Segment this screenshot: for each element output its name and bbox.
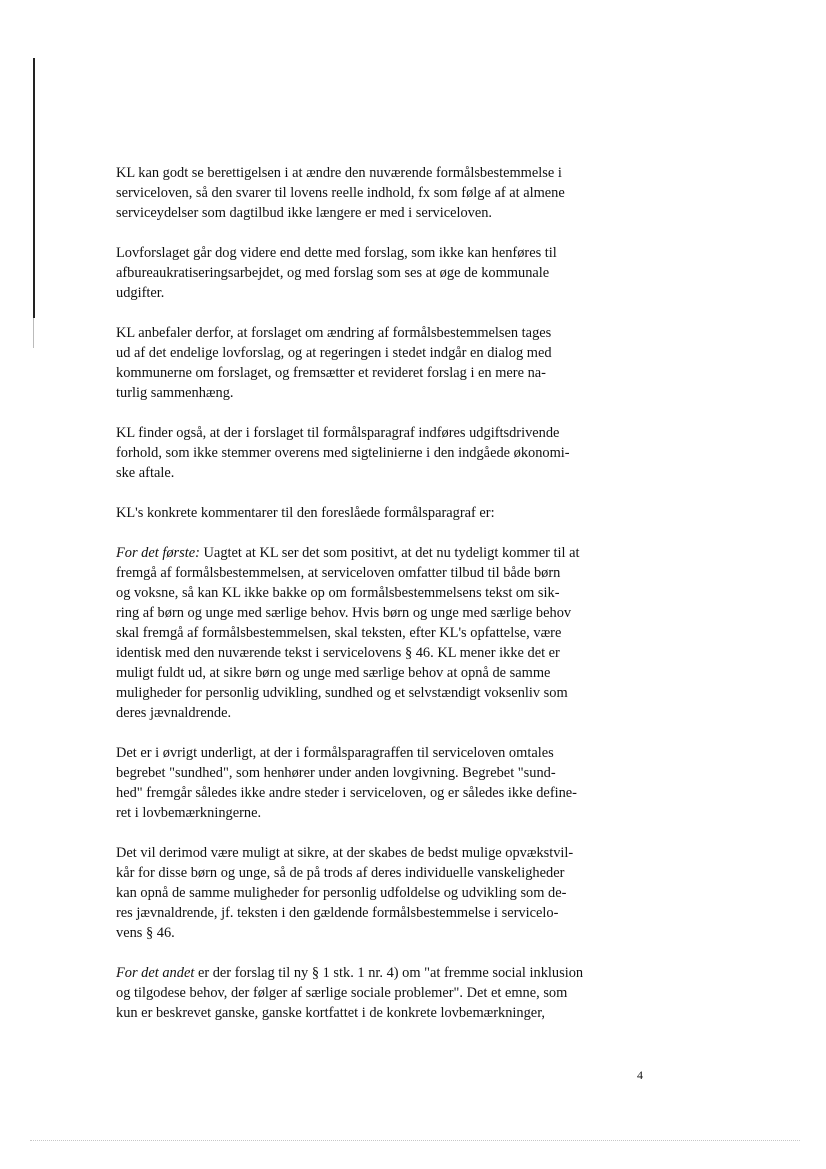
text-line: kommunerne om forslaget, og fremsætter et revideret forslag i en mere na-	[116, 365, 546, 381]
text-line: KL kan godt se berettigelsen i at ændre den nuværende formålsbestemmelse i	[116, 165, 562, 181]
text-run: Uagtet at KL ser det som positivt, at det nu tydeligt kommer til at	[199, 545, 580, 561]
paragraph-lead: For det andet	[116, 965, 195, 981]
text-line: deres jævnaldrende.	[116, 705, 232, 721]
text-line: kun er beskrevet ganske, ganske kortfattet i de konkrete lovbemærkninger,	[116, 1005, 546, 1021]
page-number: 4	[637, 1068, 643, 1082]
paragraph-4	[116, 423, 606, 483]
text-line: Det er i øvrigt underligt, at der i formålsparagraffen til serviceloven omtales	[116, 745, 554, 761]
paragraph-3	[116, 323, 606, 403]
text-line: hed" fremgår således ikke andre steder i serviceloven, og er således ikke define-	[116, 785, 577, 801]
text-line: muligheder for personlig udvikling, sundhed og et selvstændigt voksenliv som	[116, 685, 568, 701]
text-line: ret i lovbemærkningerne.	[116, 805, 262, 821]
text-run: er der forslag til ny § 1 stk. 1 nr. 4) om "at fremme social inklusion	[194, 965, 584, 981]
paragraph-6	[116, 543, 606, 723]
text-line: identisk med den nuværende tekst i servicelovens § 46. KL mener ikke det er	[116, 645, 560, 661]
paragraph-7	[116, 743, 606, 823]
text-line: Det vil derimod være muligt at sikre, at der skabes de bedst mulige opvækstvil-	[116, 845, 574, 861]
paragraph-8	[116, 843, 606, 943]
text-line: forhold, som ikke stemmer overens med sigtelinierne i den indgåede økonomi-	[116, 445, 570, 461]
text-line: fremgå af formålsbestemmelsen, at serviceloven omfatter tilbud til både børn	[116, 565, 561, 581]
text-line: og tilgodese behov, der følger af særlige sociale problemer". Det et emne, som	[116, 985, 568, 1001]
text-line: KL anbefaler derfor, at forslaget om ændring af formålsbestemmelsen tages	[116, 325, 552, 341]
text-line: begrebet "sundhed", som henhører under anden lovgivning. Begrebet "sund-	[116, 765, 556, 781]
text-line: serviceydelser som dagtilbud ikke længere er med i serviceloven.	[116, 205, 493, 221]
text-line	[116, 963, 606, 983]
text-line: ud af det endelige lovforslag, og at regeringen i stedet indgår en dialog med	[116, 345, 552, 361]
scan-edge	[30, 1140, 800, 1141]
text-line: turlig sammenhæng.	[116, 385, 234, 401]
text-line: ske aftale.	[116, 465, 175, 481]
text-line: KL finder også, at der i forslaget til formålsparagraf indføres udgiftsdrivende	[116, 425, 560, 441]
paragraph-5	[116, 503, 606, 523]
text-line: res jævnaldrende, jf. teksten i den gældende formålsbestemmelse i servicelo-	[116, 905, 559, 921]
text-line: udgifter.	[116, 285, 165, 301]
text-line: kår for disse børn og unge, så de på trods af deres individuelle vanskeligheder	[116, 865, 565, 881]
text-line: og voksne, så kan KL ikke bakke op om formålsbestemmelsens tekst om sik-	[116, 585, 560, 601]
text-line: afbureaukratiseringsarbejdet, og med forslag som ses at øge de kommunale	[116, 265, 550, 281]
text-line: skal fremgå af formålsbestemmelsen, skal teksten, efter KL's opfattelse, være	[116, 625, 562, 641]
text-line: KL's konkrete kommentarer til den foreslåede formålsparagraf er:	[116, 505, 495, 521]
paragraph-lead: For det første:	[116, 545, 200, 561]
text-line: muligt fuldt ud, at sikre børn og unge med særlige behov at opnå de samme	[116, 665, 551, 681]
text-line: ring af børn og unge med særlige behov. Hvis børn og unge med særlige behov	[116, 605, 572, 621]
text-line: kan opnå de samme muligheder for personlig udfoldelse og udvikling som de-	[116, 885, 567, 901]
paragraph-9	[116, 963, 606, 1023]
paragraph-1	[116, 163, 606, 223]
paragraph-2	[116, 243, 606, 303]
margin-line	[33, 58, 35, 318]
text-line: vens § 46.	[116, 925, 175, 941]
margin-line-faint	[33, 318, 34, 348]
text-line: Lovforslaget går dog videre end dette med forslag, som ikke kan henføres til	[116, 245, 557, 261]
text-line: serviceloven, så den svarer til lovens reelle indhold, fx som følge af at almene	[116, 185, 565, 201]
text-line	[116, 543, 606, 563]
document-body	[116, 163, 606, 1043]
